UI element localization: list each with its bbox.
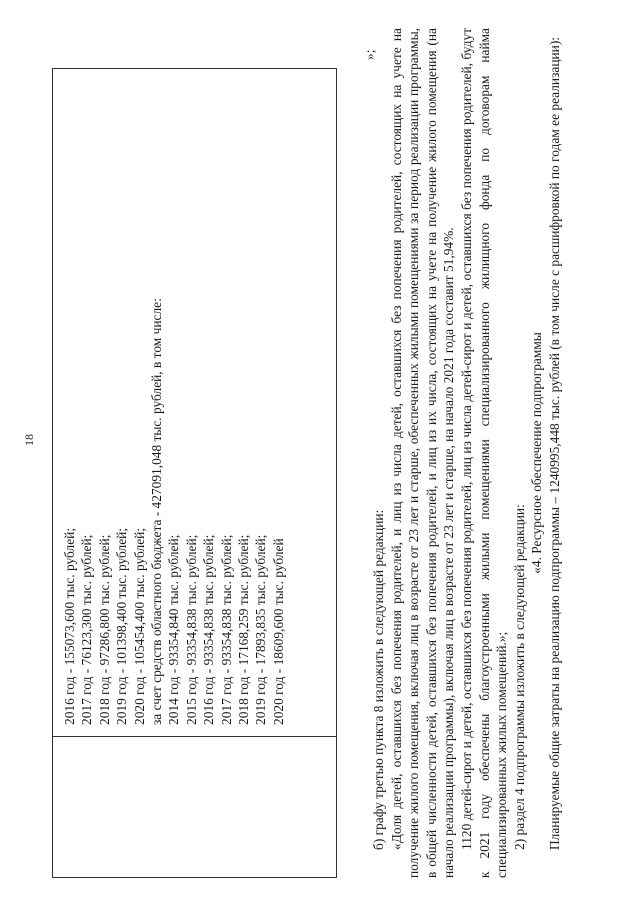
funding-line: 2016 год - 93354,838 тыс. рублей; [201,534,217,725]
funding-line: 2018 год - 17168,259 тыс. рублей; [236,534,252,725]
paragraph: Планируемые общие затраты на реализацию подпрограммы – 1240995,448 тыс. рублей (в том числе с расшифровкой по годам ее реализации): [546,37,562,850]
funding-line: 2014 год - 93354,840 тыс. рублей; [166,534,182,725]
funding-line: 2020 год - 18609,600 тыс. рублей [270,538,286,725]
funding-line: 2019 год - 17893,835 тыс. рублей; [253,534,269,725]
table-column-divider [53,736,336,737]
regional-budget-intro: за счет средств областного бюджета - 427091,048 тыс. рублей, в том числе: [149,298,165,725]
table-closing-mark: »; [362,49,377,60]
page-number: 18 [22,434,36,446]
rotated-document-body [52,28,612,878]
paragraph: «Доля детей, оставшихся без попечения родителей, и лиц из числа детей, оставшихся без попечения родителей, состоящих на учете на получение жилого помещения, включая лиц в возрасте от 23 лет и старше, обеспеченных жилыми помещениями за период реализации программы, в общей численности детей, оставшихся без попечения родителей, и лиц из их числа, состоящих на учете на получение жилого помещения (на начало реализации программы), включая лиц в возрасте от 23 лет и старше, на начало 2021 года составит 51,94%. [388,28,457,878]
funding-table [52,68,337,878]
funding-line: 2015 год - 93354,838 тыс. рублей; [183,534,199,725]
section-heading: «4. Ресурсное обеспечение подпрограммы [529,332,545,574]
funding-line: 2018 год - 97286,800 тыс. рублей; [96,534,112,725]
paragraph: б) графу третью пункта 8 изложить в следующей редакции: [371,509,386,850]
funding-line: 2016 год - 155073,600 тыс. рублей; [62,527,77,725]
funding-line: 2020 год - 105454,400 тыс. рублей; [131,527,147,725]
funding-line: 2017 год - 93354,838 тыс. рублей; [218,534,234,725]
body-text [370,28,564,878]
funding-line: 2019 год - 101398,400 тыс. рублей; [114,527,130,725]
paragraph: 2) раздел 4 подпрограммы изложить в следующей редакции: [511,504,527,850]
funding-table-cell [61,80,287,725]
paragraph: 1120 детей-сирот и детей, оставшихся без попечения родителей, лиц из числа детей-сирот и детей, оставшихся без попечения родителей, будут к 2021 году обеспечены благоустроенными жилыми помещениями специализированного жилищного фонда по договорам найма специализированных жилых помещений.»; [458,28,510,878]
funding-line: 2017 год - 76123,300 тыс. рублей; [79,534,95,725]
